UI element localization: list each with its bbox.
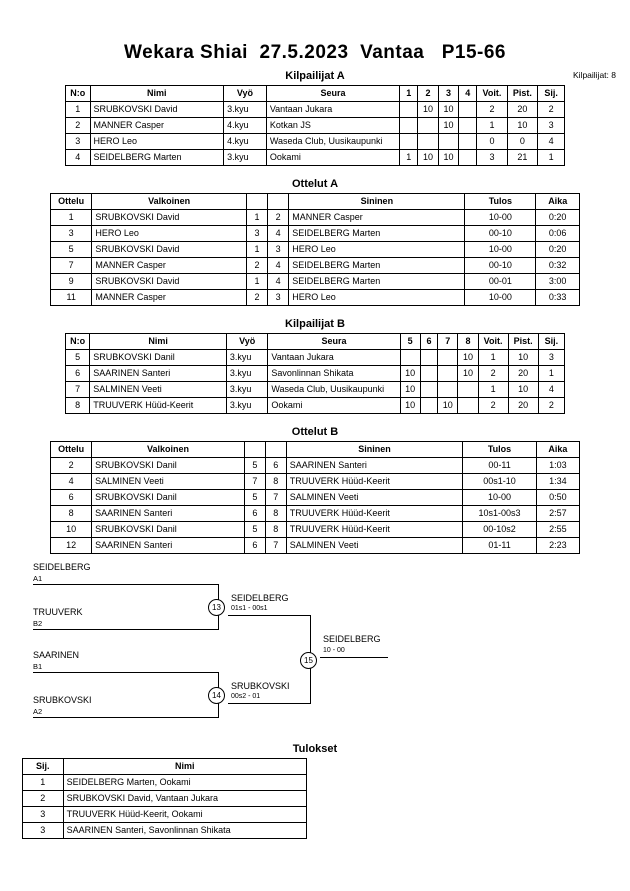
matches-b-table-wrap xyxy=(0,441,630,554)
cell-belt: 3.kyu xyxy=(226,366,267,382)
col-match-3: 3 xyxy=(438,86,459,102)
cell-m5: 10 xyxy=(400,398,420,414)
cell-m4 xyxy=(459,118,477,134)
cell-result: 00-11 xyxy=(463,458,537,474)
cell-club: Vantaan Jukara xyxy=(268,350,400,366)
cell-m7 xyxy=(438,366,458,382)
col-points: Pist. xyxy=(507,86,538,102)
cell-m7 xyxy=(438,350,458,366)
results-table-wrap xyxy=(0,758,630,839)
col-match-8: 8 xyxy=(458,334,478,350)
cell-white-no: 3 xyxy=(246,226,267,242)
cell-m1 xyxy=(400,118,418,134)
bracket-line xyxy=(228,703,310,704)
table-row xyxy=(23,775,307,791)
table-row xyxy=(66,350,565,366)
cell-blue-no: 8 xyxy=(265,474,286,490)
table-row xyxy=(66,382,565,398)
cell-white: MANNER Casper xyxy=(92,290,247,306)
cell-time: 0:32 xyxy=(536,258,580,274)
table-header-row xyxy=(51,194,580,210)
cell-match-no: 4 xyxy=(51,474,92,490)
col-belt: Vyö xyxy=(226,334,267,350)
cell-no: 7 xyxy=(66,382,90,398)
cell-blue: HERO Leo xyxy=(289,242,465,258)
col-match-1: 1 xyxy=(400,86,418,102)
cell-blue-no: 2 xyxy=(268,210,289,226)
cell-match-no: 8 xyxy=(51,506,92,522)
col-match-no: Ottelu xyxy=(51,194,92,210)
cell-blue: SALMINEN Veeti xyxy=(286,490,462,506)
cell-rank: 3 xyxy=(23,823,64,839)
cell-white: HERO Leo xyxy=(92,226,247,242)
matches-b-title: Ottelut B xyxy=(291,426,339,438)
bracket-match-number: 14 xyxy=(208,687,225,704)
table-row xyxy=(51,258,580,274)
table-row xyxy=(23,823,307,839)
cell-no: 5 xyxy=(66,350,90,366)
table-row xyxy=(66,398,565,414)
pool-b-title: Kilpailijat B xyxy=(285,318,345,330)
bracket-winner-name: SEIDELBERG xyxy=(231,593,289,603)
cell-time: 0:50 xyxy=(536,490,579,506)
cell-match-no: 5 xyxy=(51,242,92,258)
col-white: Valkoinen xyxy=(92,194,247,210)
cell-time: 3:00 xyxy=(536,274,580,290)
col-match-5: 5 xyxy=(400,334,420,350)
cell-blue-no: 3 xyxy=(268,290,289,306)
cell-blue-no: 8 xyxy=(265,522,286,538)
results-table xyxy=(22,758,307,839)
competitor-count: Kilpailijat: 8 xyxy=(573,70,616,80)
cell-time: 0:20 xyxy=(536,210,580,226)
cell-m5: 10 xyxy=(400,366,420,382)
cell-belt: 3.kyu xyxy=(224,102,267,118)
cell-white: SRUBKOVSKI David xyxy=(92,274,247,290)
col-white-no xyxy=(246,194,267,210)
cell-rank: 3 xyxy=(538,350,564,366)
table-row xyxy=(51,458,580,474)
cell-rank: 3 xyxy=(23,807,64,823)
cell-no: 3 xyxy=(66,134,91,150)
col-blue: Sininen xyxy=(289,194,465,210)
col-name: Nimi xyxy=(90,86,224,102)
col-no: N:o xyxy=(66,334,90,350)
col-blue: Sininen xyxy=(286,442,462,458)
col-belt: Vyö xyxy=(224,86,267,102)
cell-white-no: 1 xyxy=(246,274,267,290)
cell-time: 0:33 xyxy=(536,290,580,306)
cell-m3: 10 xyxy=(438,118,459,134)
cell-result: 10s1-00s3 xyxy=(463,506,537,522)
cell-m4 xyxy=(459,150,477,166)
cell-m2 xyxy=(418,134,439,150)
cell-result: 10-00 xyxy=(465,210,536,226)
table-row xyxy=(66,102,565,118)
cell-white-no: 2 xyxy=(246,290,267,306)
cell-wins: 1 xyxy=(477,118,507,134)
col-match-2: 2 xyxy=(418,86,439,102)
bracket-line xyxy=(33,717,218,718)
cell-belt: 4.kyu xyxy=(224,118,267,134)
cell-blue-no: 4 xyxy=(268,274,289,290)
cell-name: TRUUVERK Hüüd-Keerit xyxy=(90,398,227,414)
col-name: Nimi xyxy=(90,334,227,350)
cell-points: 0 xyxy=(507,134,538,150)
cell-blue: SEIDELBERG Marten xyxy=(289,258,465,274)
table-row xyxy=(51,274,580,290)
cell-time: 2:57 xyxy=(536,506,579,522)
cell-match-no: 6 xyxy=(51,490,92,506)
cell-white-no: 5 xyxy=(244,490,265,506)
cell-rank: 3 xyxy=(538,118,565,134)
col-rank: Sij. xyxy=(23,759,64,775)
cell-no: 8 xyxy=(66,398,90,414)
cell-name: SRUBKOVSKI David, Vantaan Jukara xyxy=(63,791,306,807)
col-club: Seura xyxy=(266,86,399,102)
cell-wins: 1 xyxy=(478,350,508,366)
cell-m4 xyxy=(459,102,477,118)
bracket-entry-seed: A1 xyxy=(33,574,43,583)
col-white: Valkoinen xyxy=(92,442,245,458)
elimination-bracket xyxy=(0,562,630,737)
pool-a-table-wrap xyxy=(0,85,630,166)
bracket-score: 00s2 - 01 xyxy=(231,693,261,700)
cell-points: 21 xyxy=(507,150,538,166)
cell-result: 00-10 xyxy=(465,258,536,274)
table-row xyxy=(66,150,565,166)
table-row xyxy=(23,807,307,823)
cell-m7: 10 xyxy=(438,398,458,414)
cell-rank: 1 xyxy=(538,366,564,382)
col-result: Tulos xyxy=(465,194,536,210)
cell-name: SAARINEN Santeri xyxy=(90,366,227,382)
cell-time: 2:55 xyxy=(536,522,579,538)
cell-belt: 4.kyu xyxy=(224,134,267,150)
table-header-row xyxy=(23,759,307,775)
bracket-entry-name: TRUUVERK xyxy=(33,607,83,617)
cell-m3 xyxy=(438,134,459,150)
matches-a-table xyxy=(50,193,580,306)
bracket-entry-seed: B1 xyxy=(33,662,43,671)
table-row xyxy=(23,791,307,807)
cell-name: SAARINEN Santeri, Savonlinnan Shikata xyxy=(63,823,306,839)
bracket-entry-name: SRUBKOVSKI xyxy=(33,695,92,705)
cell-white: SALMINEN Veeti xyxy=(92,474,245,490)
table-row xyxy=(51,538,580,554)
cell-belt: 3.kyu xyxy=(226,350,267,366)
bracket-line xyxy=(228,615,310,616)
matches-a-title: Ottelut A xyxy=(291,178,339,190)
col-time: Aika xyxy=(536,442,579,458)
cell-no: 1 xyxy=(66,102,91,118)
col-match-no: Ottelu xyxy=(51,442,92,458)
cell-result: 00-01 xyxy=(465,274,536,290)
col-no: N:o xyxy=(66,86,91,102)
cell-points: 10 xyxy=(508,350,538,366)
cell-result: 00-10 xyxy=(465,226,536,242)
cell-name: SRUBKOVSKI David xyxy=(90,102,224,118)
table-row xyxy=(51,506,580,522)
cell-points: 20 xyxy=(508,366,538,382)
cell-name: SALMINEN Veeti xyxy=(90,382,227,398)
cell-rank: 2 xyxy=(538,398,564,414)
cell-name: MANNER Casper xyxy=(90,118,224,134)
table-header-row xyxy=(51,442,580,458)
col-rank: Sij. xyxy=(538,86,565,102)
cell-blue: MANNER Casper xyxy=(289,210,465,226)
table-row xyxy=(51,242,580,258)
cell-rank: 2 xyxy=(23,791,64,807)
cell-blue-no: 8 xyxy=(265,506,286,522)
cell-belt: 3.kyu xyxy=(226,398,267,414)
cell-m6 xyxy=(420,366,437,382)
pool-a-title: Kilpailijat A xyxy=(285,70,345,82)
bracket-final-winner: SEIDELBERG xyxy=(323,634,381,644)
cell-m8 xyxy=(458,382,478,398)
cell-name: HERO Leo xyxy=(90,134,224,150)
cell-blue-no: 7 xyxy=(265,538,286,554)
cell-blue-no: 3 xyxy=(268,242,289,258)
cell-points: 10 xyxy=(507,118,538,134)
cell-club: Vantaan Jukara xyxy=(266,102,399,118)
cell-white-no: 2 xyxy=(246,258,267,274)
cell-time: 0:06 xyxy=(536,226,580,242)
cell-m3: 10 xyxy=(438,150,459,166)
cell-m8 xyxy=(458,398,478,414)
table-row xyxy=(51,210,580,226)
cell-match-no: 11 xyxy=(51,290,92,306)
cell-belt: 3.kyu xyxy=(226,382,267,398)
cell-blue: TRUUVERK Hüüd-Keerit xyxy=(286,506,462,522)
cell-blue: HERO Leo xyxy=(289,290,465,306)
bracket-line xyxy=(33,629,218,630)
cell-no: 2 xyxy=(66,118,91,134)
cell-match-no: 7 xyxy=(51,258,92,274)
cell-blue-no: 6 xyxy=(265,458,286,474)
col-wins: Voit. xyxy=(477,86,507,102)
bracket-entry-name: SAARINEN xyxy=(33,650,80,660)
cell-m6 xyxy=(420,382,437,398)
table-header-row xyxy=(66,334,565,350)
col-result: Tulos xyxy=(463,442,537,458)
col-wins: Voit. xyxy=(478,334,508,350)
cell-white: SAARINEN Santeri xyxy=(92,538,245,554)
table-row xyxy=(51,226,580,242)
col-blue-no xyxy=(268,194,289,210)
bracket-line xyxy=(320,657,388,658)
cell-rank: 4 xyxy=(538,134,565,150)
cell-m2 xyxy=(418,118,439,134)
cell-m1 xyxy=(400,134,418,150)
cell-white: SRUBKOVSKI David xyxy=(92,242,247,258)
col-club: Seura xyxy=(268,334,400,350)
cell-result: 10-00 xyxy=(463,490,537,506)
pool-a-table xyxy=(65,85,565,166)
cell-rank: 4 xyxy=(538,382,564,398)
cell-result: 00-10s2 xyxy=(463,522,537,538)
cell-m1: 1 xyxy=(400,150,418,166)
pool-b-table xyxy=(65,333,565,414)
cell-match-no: 3 xyxy=(51,226,92,242)
cell-name: TRUUVERK Hüüd-Keerit, Ookami xyxy=(63,807,306,823)
table-row xyxy=(51,522,580,538)
cell-m3: 10 xyxy=(438,102,459,118)
table-row xyxy=(66,118,565,134)
cell-club: Savonlinnan Shikata xyxy=(268,366,400,382)
col-points: Pist. xyxy=(508,334,538,350)
cell-wins: 2 xyxy=(478,398,508,414)
bracket-winner-name: SRUBKOVSKI xyxy=(231,681,290,691)
table-row xyxy=(66,134,565,150)
cell-wins: 2 xyxy=(478,366,508,382)
cell-time: 0:20 xyxy=(536,242,580,258)
bracket-score: 01s1 - 00s1 xyxy=(231,605,268,612)
cell-blue-no: 4 xyxy=(268,258,289,274)
cell-match-no: 1 xyxy=(51,210,92,226)
cell-club: Ookami xyxy=(268,398,400,414)
cell-white-no: 7 xyxy=(244,474,265,490)
bracket-match-number: 13 xyxy=(208,599,225,616)
cell-m5 xyxy=(400,350,420,366)
cell-result: 10-00 xyxy=(465,242,536,258)
cell-m7 xyxy=(438,382,458,398)
cell-white-no: 1 xyxy=(246,210,267,226)
cell-result: 01-11 xyxy=(463,538,537,554)
col-match-7: 7 xyxy=(438,334,458,350)
cell-m1 xyxy=(400,102,418,118)
cell-blue: TRUUVERK Hüüd-Keerit xyxy=(286,474,462,490)
cell-white: SAARINEN Santeri xyxy=(92,506,245,522)
matches-b-table xyxy=(50,441,580,554)
bracket-line xyxy=(33,584,218,585)
bracket-entry-seed: A2 xyxy=(33,707,43,716)
cell-points: 10 xyxy=(508,382,538,398)
col-time: Aika xyxy=(536,194,580,210)
bracket-match-number: 15 xyxy=(300,652,317,669)
cell-blue-no: 4 xyxy=(268,226,289,242)
cell-time: 1:34 xyxy=(536,474,579,490)
cell-blue: SALMINEN Veeti xyxy=(286,538,462,554)
cell-time: 2:23 xyxy=(536,538,579,554)
cell-blue: SEIDELBERG Marten xyxy=(289,274,465,290)
cell-blue-no: 7 xyxy=(265,490,286,506)
bracket-entry-seed: B2 xyxy=(33,619,43,628)
cell-match-no: 10 xyxy=(51,522,92,538)
cell-wins: 3 xyxy=(477,150,507,166)
cell-m4 xyxy=(459,134,477,150)
cell-m2: 10 xyxy=(418,102,439,118)
table-header-row xyxy=(66,86,565,102)
cell-club: Waseda Club, Uusikaupunki xyxy=(266,134,399,150)
bracket-entry-name: SEIDELBERG xyxy=(33,562,91,572)
col-rank: Sij. xyxy=(538,334,564,350)
cell-white: SRUBKOVSKI David xyxy=(92,210,247,226)
cell-belt: 3.kyu xyxy=(224,150,267,166)
cell-club: Kotkan JS xyxy=(266,118,399,134)
col-white-no xyxy=(244,442,265,458)
cell-white: SRUBKOVSKI Danil xyxy=(92,522,245,538)
cell-white: SRUBKOVSKI Danil xyxy=(92,490,245,506)
table-row xyxy=(66,366,565,382)
cell-m6 xyxy=(420,398,437,414)
bracket-line xyxy=(33,672,218,673)
cell-points: 20 xyxy=(507,102,538,118)
cell-blue: TRUUVERK Hüüd-Keerit xyxy=(286,522,462,538)
cell-white: SRUBKOVSKI Danil xyxy=(92,458,245,474)
pool-b-table-wrap xyxy=(0,333,630,414)
cell-result: 00s1-10 xyxy=(463,474,537,490)
cell-white-no: 1 xyxy=(246,242,267,258)
cell-time: 1:03 xyxy=(536,458,579,474)
cell-white-no: 5 xyxy=(244,458,265,474)
col-match-4: 4 xyxy=(459,86,477,102)
cell-name: SEIDELBERG Marten, Ookami xyxy=(63,775,306,791)
bracket-final-score: 10 - 00 xyxy=(323,647,345,654)
cell-match-no: 12 xyxy=(51,538,92,554)
results-title: Tulokset xyxy=(292,743,338,755)
cell-rank: 1 xyxy=(538,150,565,166)
page-title: Wekara Shiai 27.5.2023 Vantaa P15-66 xyxy=(124,42,506,63)
cell-white-no: 5 xyxy=(244,522,265,538)
table-row xyxy=(51,474,580,490)
cell-result: 10-00 xyxy=(465,290,536,306)
cell-m6 xyxy=(420,350,437,366)
cell-no: 4 xyxy=(66,150,91,166)
cell-m5: 10 xyxy=(400,382,420,398)
cell-white: MANNER Casper xyxy=(92,258,247,274)
cell-m8: 10 xyxy=(458,366,478,382)
cell-wins: 0 xyxy=(477,134,507,150)
cell-wins: 1 xyxy=(478,382,508,398)
cell-white-no: 6 xyxy=(244,538,265,554)
cell-no: 6 xyxy=(66,366,90,382)
cell-match-no: 9 xyxy=(51,274,92,290)
cell-m2: 10 xyxy=(418,150,439,166)
cell-match-no: 2 xyxy=(51,458,92,474)
cell-blue: SEIDELBERG Marten xyxy=(289,226,465,242)
cell-name: SRUBKOVSKI Danil xyxy=(90,350,227,366)
cell-blue: SAARINEN Santeri xyxy=(286,458,462,474)
matches-a-table-wrap xyxy=(0,193,630,306)
cell-club: Waseda Club, Uusikaupunki xyxy=(268,382,400,398)
col-name: Nimi xyxy=(63,759,306,775)
table-row xyxy=(51,290,580,306)
cell-rank: 2 xyxy=(538,102,565,118)
cell-rank: 1 xyxy=(23,775,64,791)
cell-white-no: 6 xyxy=(244,506,265,522)
col-match-6: 6 xyxy=(420,334,437,350)
cell-m8: 10 xyxy=(458,350,478,366)
cell-wins: 2 xyxy=(477,102,507,118)
cell-name: SEIDELBERG Marten xyxy=(90,150,224,166)
cell-points: 20 xyxy=(508,398,538,414)
cell-club: Ookami xyxy=(266,150,399,166)
table-row xyxy=(51,490,580,506)
col-blue-no xyxy=(265,442,286,458)
